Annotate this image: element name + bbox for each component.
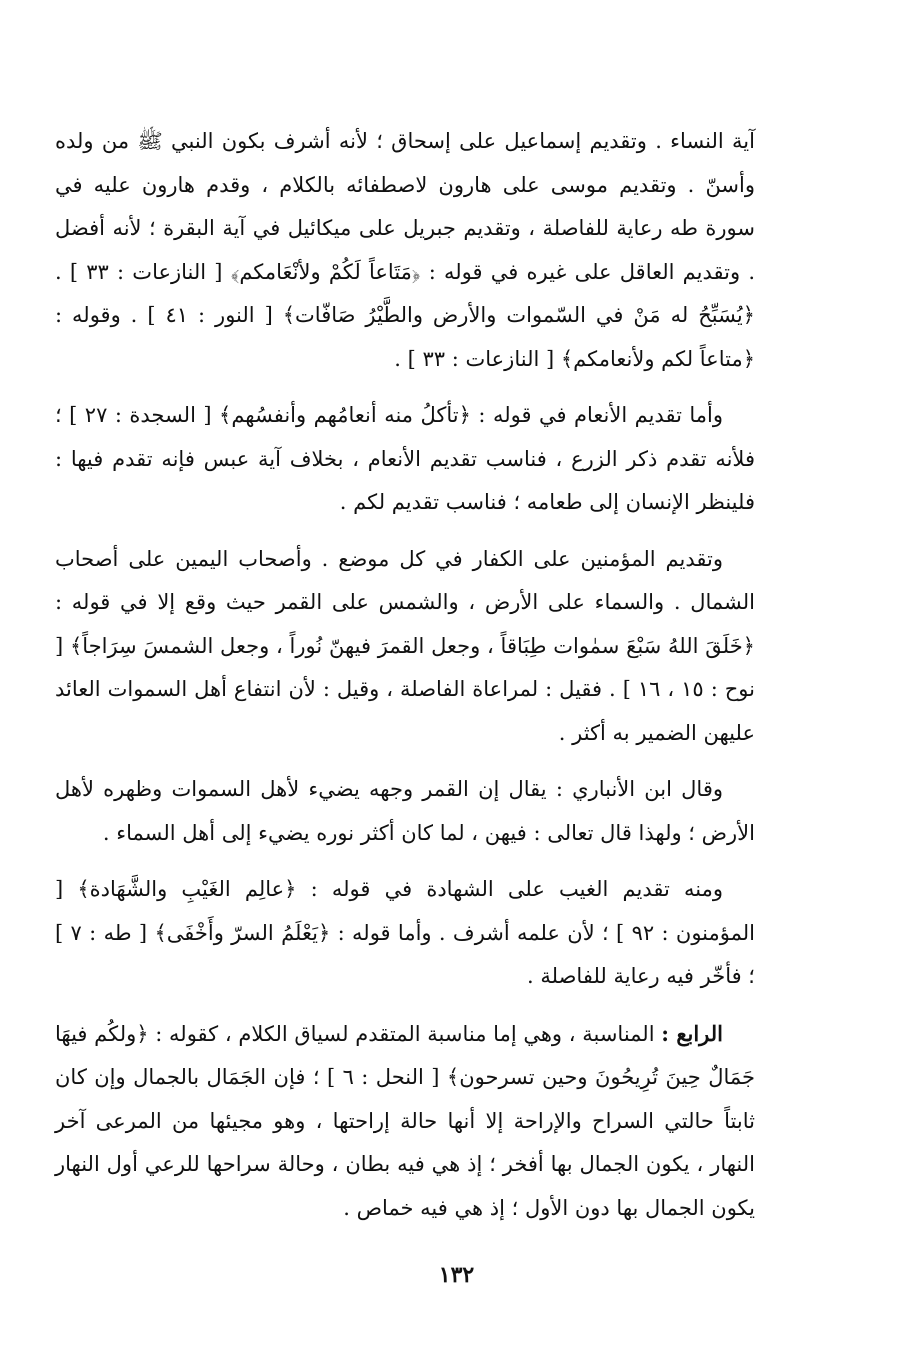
paragraph-6-text: المناسبة ، وهي إما مناسبة المتقدم لسياق الكلام ، كقوله : ﴿ولكُم فيهَا جَمَالٌ حِينَ تُرِيحُونَ وحين تسرحون﴾ [ النحل : ٦ ] ؛ فإن الجَمَال بالجمال وإن كان ثابتاً حالتي السراح والإراحة إلا أنها حالة إراحتها ، وهو مجيئها من المرعى آخر النهار ، يكون الجمال بها أفخر ؛ إذ هي فيه بطان ، وحالة سراحها للرعي أول النهار يكون الجمال بها دون الأول ؛ إذ هي فيه خماص . (55, 1021, 755, 1220)
paragraph-4-text: وقال ابن الأنباري : يقال إن القمر وجهه يضيء لأهل السموات وظهره لأهل الأرض ؛ ولهذا قال تعالى : فيهن ، لما كان أكثر نوره يضيء إلى أهل السماء . (55, 777, 755, 845)
paragraph-5 (55, 868, 755, 999)
paragraph-3 (55, 538, 755, 756)
paragraph-1-text: آية النساء . وتقديم إسماعيل على إسحاق ؛ لأنه أشرف بكون النبي ﷺ من ولده وأسنّ . وتقديم موسى على هارون لاصطفائه بالكلام ، وقدم هارون عليه في سورة طه رعاية للفاصلة ، وتقديم جبريل على ميكائيل في آية البقرة ؛ لأنه أفضل . وتقديم العاقل على غيره في قوله : ﴿مَتَاعاً لَكُمْ ولأنْعَامكم﴾ [ النازعات : ٣٣ ] . ﴿يُسَبِّحُ له مَنْ في السّموات والأرض والطَّيْرُ صَافّات﴾ [ النور : ٤١ ] . وقوله : ﴿متاعاً لكم ولأنعامكم﴾ [ النازعات : ٣٣ ] . (55, 129, 755, 371)
paragraph-2-text: وأما تقديم الأنعام في قوله : ﴿تأكلُ منه أنعامُهم وأنفسُهم﴾ [ السجدة : ٢٧ ] ؛ فلأنه تقدم ذكر الزرع ، فناسب تقديم الأنعام ، بخلاف آية عبس فإنه تقدم فيها : فلينظر الإنسان إلى طعامه ؛ فناسب تقديم لكم . (55, 403, 755, 514)
paragraph-1 (55, 120, 755, 381)
paragraph-6 (55, 1012, 755, 1231)
paragraph-5-text: ومنه تقديم الغيب على الشهادة في قوله : ﴿عالِم الغَيْبِ والشَّهَادة﴾ [ المؤمنون : ٩٢ ] ؛ لأن علمه أشرف . وأما قوله : ﴿يَعْلَمُ السرّ وأَخْفَى﴾ [ طه : ٧ ] ؛ فأخّر فيه رعاية للفاصلة . (55, 877, 755, 988)
paragraph-2 (55, 394, 755, 525)
page-body (55, 120, 755, 1230)
paragraph-3-text: وتقديم المؤمنين على الكفار في كل موضع . وأصحاب اليمين على أصحاب الشمال . والسماء على الأرض ، والشمس على القمر حيث وقع إلا في قوله : ﴿خَلَقَ اللهُ سَبْعَ سمٰوات طِبَاقاً ، وجعل القمرَ فيهنّ نُوراً ، وجعل الشمسَ سِرَاجاً﴾ [ نوح : ١٥ ، ١٦ ] . فقيل : لمراعاة الفاصلة ، وقيل : لأن انتفاع أهل السموات العائد عليهن الضمير به أكثر . (55, 546, 755, 745)
page-number: ١٣٢ (438, 1262, 475, 1288)
paragraph-6-lead: الرابع : (661, 1020, 723, 1046)
paragraph-4 (55, 768, 755, 855)
